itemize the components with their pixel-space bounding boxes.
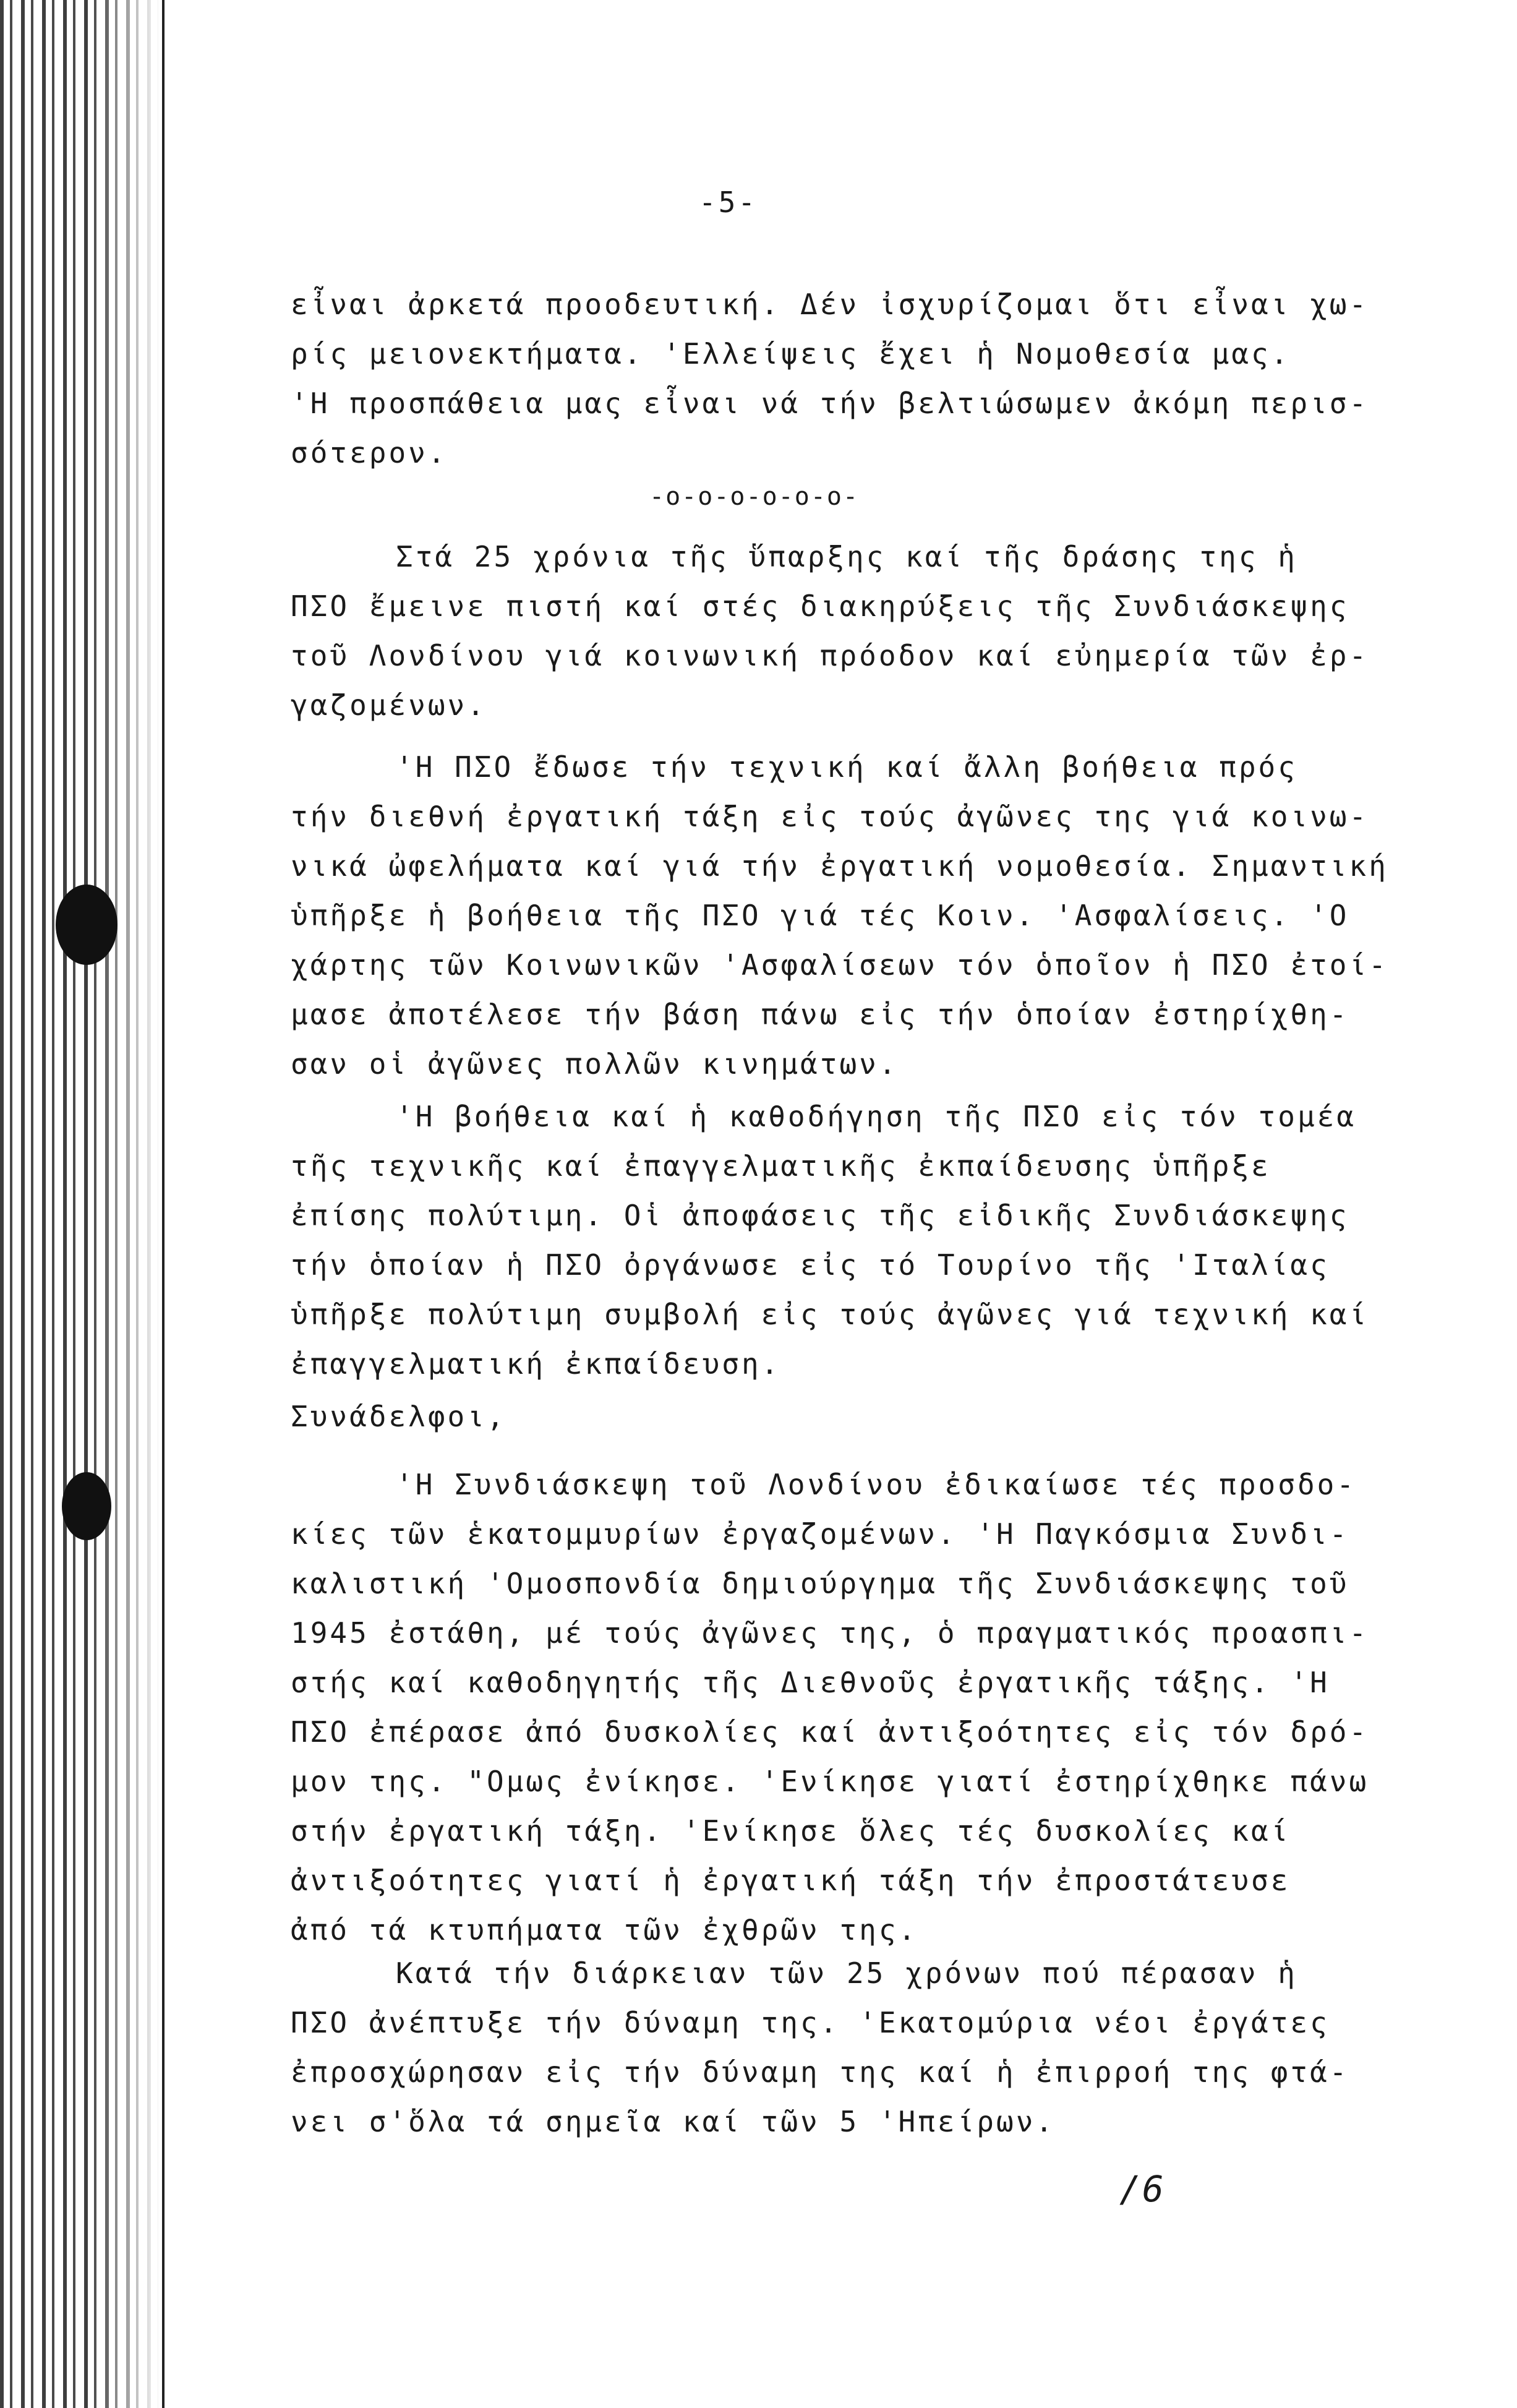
text-line: Στά 25 χρόνια τῆς ὕπαρξης καί τῆς δράσης της ἡ [396,540,1297,573]
section-separator: -o-o-o-o-o-o- [649,482,860,511]
paragraph-4 [291,1092,1369,1389]
punch-hole-bottom [62,1472,111,1540]
text-line: γαζομένων. [291,688,487,722]
punch-hole-top [56,885,118,965]
text-line: ΠΣΟ ἐπέρασε ἀπό δυσκολίες καί ἀντιξοότητες εἰς τόν δρό- [291,1715,1369,1749]
text-line: χάρτης τῶν Κοινωνικῶν 'Ασφαλίσεων τόν ὁποῖον ἡ ΠΣΟ ἐτοί- [291,948,1388,982]
text-line: καλιστική 'Ομοσπονδία δημιούργημα τῆς Συνδιάσκεψης τοῦ [291,1567,1349,1600]
text-line: ὑπῆρξε πολύτιμη συμβολή εἰς τούς ἀγῶνες γιά τεχνική καί [291,1298,1369,1331]
text-line: 1945 ἐστάθη, μέ τούς ἀγῶνες της, ὁ πραγματικός προασπι- [291,1616,1369,1650]
text-line: τοῦ Λονδίνου γιά κοινωνική πρόοδον καί εὐημερία τῶν ἐρ- [291,639,1369,672]
salutation-text: Συνάδελφοι, [291,1400,506,1433]
scan-binding-fade [93,0,167,2408]
text-line: νικά ὠφελήματα καί γιά τήν ἐργατική νομοθεσία. Σημαντική [291,849,1388,883]
paragraph-1 [291,280,1369,478]
text-line: στήν ἐργατική τάξη. 'Ενίκησε ὅλες τές δυσκολίες καί [291,1814,1291,1848]
next-page-marker: /6 [1119,2168,1165,2210]
paragraph-3 [291,742,1388,1089]
text-line: μον της. "Ομως ἐνίκησε. 'Ενίκησε γιατί ἐστηρίχθηκε πάνω [291,1765,1369,1798]
text-line: ΠΣΟ ἔμεινε πιστή καί στές διακηρύξεις τῆς Συνδιάσκεψης [291,589,1349,623]
paragraph-5 [291,1460,1369,1955]
text-line: σαν οἱ ἀγῶνες πολλῶν κινημάτων. [291,1047,899,1081]
text-line: τήν διεθνή ἐργατική τάξη εἰς τούς ἀγῶνες της γιά κοινω- [291,800,1369,833]
text-line: τῆς τεχνικῆς καί ἐπαγγελματικῆς ἐκπαίδευσης ὑπῆρξε [291,1149,1271,1183]
text-line: στής καί καθοδηγητής τῆς Διεθνοῦς ἐργατικῆς τάξης. 'Η [291,1666,1330,1699]
text-line: ἐπαγγελματική ἐκπαίδευση. [291,1347,781,1381]
text-line: 'Η βοήθεια καί ἡ καθοδήγηση τῆς ΠΣΟ εἰς τόν τομέα [396,1100,1357,1133]
page-number: -5- [699,186,758,219]
text-line: μασε ἀποτέλεσε τήν βάση πάνω εἰς τήν ὁποίαν ἐστηρίχθη- [291,998,1349,1031]
text-line: ἀντιξοότητες γιατί ἡ ἐργατική τάξη τήν ἐπροστάτευσε [291,1864,1291,1897]
text-line: κίες τῶν ἑκατομμυρίων ἐργαζομένων. 'Η Παγκόσμια Συνδι- [291,1517,1349,1551]
text-line: 'Η Συνδιάσκεψη τοῦ Λονδίνου ἐδικαίωσε τές προσδο- [396,1468,1357,1501]
paragraph-6 [291,1948,1361,2146]
salutation [291,1392,1361,1441]
text-line: ΠΣΟ ἀνέπτυξε τήν δύναμη της. 'Εκατομύρια νέοι ἐργάτες [291,2006,1330,2039]
text-line: Κατά τήν διάρκειαν τῶν 25 χρόνων πού πέρασαν ἡ [396,1956,1297,1990]
text-line: ἀπό τά κτυπήματα τῶν ἐχθρῶν της. [291,1913,918,1947]
text-line: νει σ'ὅλα τά σημεῖα καί τῶν 5 'Ηπείρων. [291,2105,1056,2138]
text-line: 'Η ΠΣΟ ἔδωσε τήν τεχνική καί ἄλλη βοήθεια πρός [396,750,1297,784]
text-line: ὑπῆρξε ἡ βοήθεια τῆς ΠΣΟ γιά τές Κοιν. 'Ασφαλίσεις. 'Ο [291,899,1349,932]
text-line: 'Η προσπάθεια μας εἶναι νά τήν βελτιώσωμεν ἀκόμη περισ- [291,387,1369,420]
text-line: ἐπίσης πολύτιμη. Οἱ ἀποφάσεις τῆς εἰδικῆς Συνδιάσκεψης [291,1199,1349,1232]
text-line: εἶναι ἀρκετά προοδευτική. Δέν ἰσχυρίζομαι ὅτι εἶναι χω- [291,288,1369,321]
scan-margin-rule [162,0,165,2408]
paragraph-2 [291,532,1369,730]
text-line: τήν ὁποίαν ἡ ΠΣΟ ὀργάνωσε εἰς τό Τουρίνο τῆς 'Ιταλίας [291,1248,1330,1282]
text-line: σότερον. [291,436,448,469]
text-line: ἐπροσχώρησαν εἰς τήν δύναμη της καί ἡ ἐπιρροή της φτά- [291,2055,1349,2089]
text-line: ρίς μειονεκτήματα. 'Ελλείψεις ἔχει ἡ Νομοθεσία μας. [291,337,1291,371]
